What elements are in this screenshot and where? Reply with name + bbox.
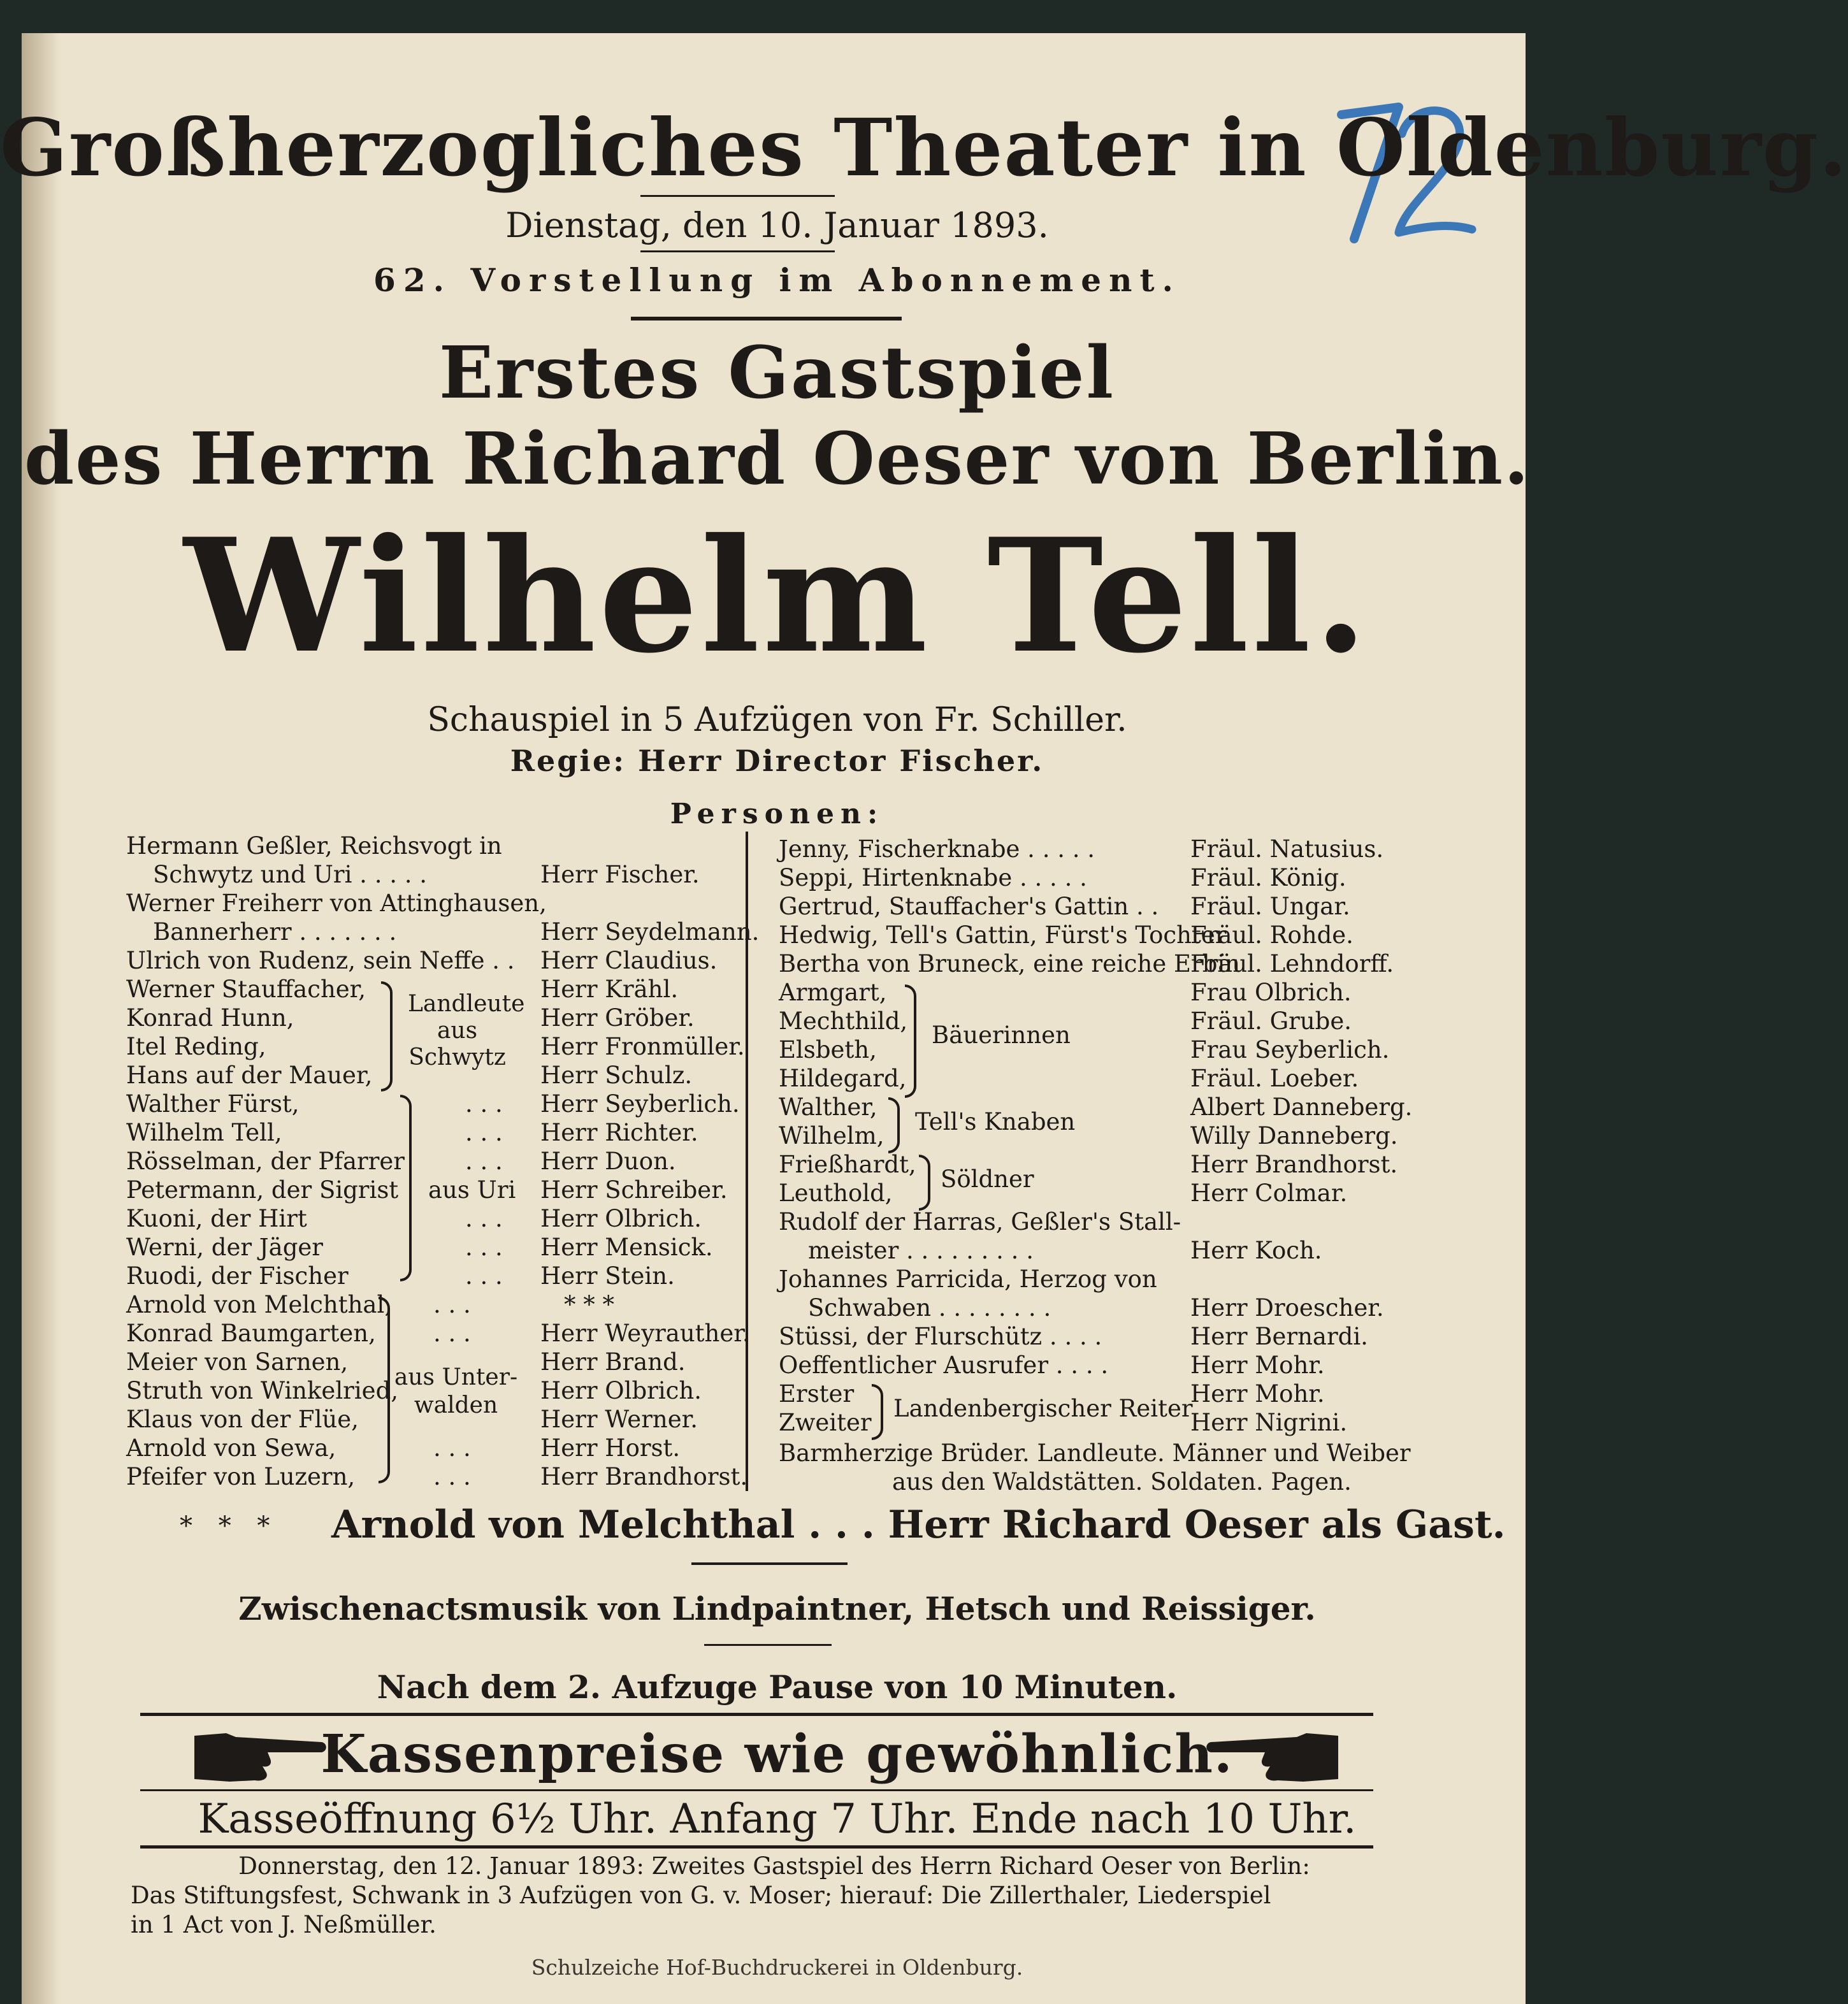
cast-role: Walther Fürst, bbox=[126, 1090, 300, 1118]
cast-role: Frießhardt, bbox=[779, 1151, 916, 1178]
cast-actor: Herr Koch. bbox=[1190, 1237, 1322, 1264]
pause-notice: Nach dem 2. Aufzuge Pause von 10 Minuten. bbox=[377, 1668, 1178, 1706]
group-brace bbox=[379, 1297, 390, 1483]
cast-heading: Personen: bbox=[670, 798, 884, 830]
cast-role: Werner Freiherr von Attinghausen, bbox=[126, 890, 547, 917]
cast-role: Meier von Sarnen, bbox=[126, 1348, 349, 1376]
group-label-knaben: Tell's Knaben bbox=[915, 1108, 1076, 1135]
cast-actor: Herr Seyberlich. bbox=[540, 1090, 740, 1118]
cast-actor: Herr Duon. bbox=[540, 1148, 676, 1175]
group-label-unterwalden: aus Unter- walden bbox=[394, 1364, 518, 1418]
cast-actor: Herr Colmar. bbox=[1190, 1179, 1348, 1207]
printer-imprint: Schulzeiche Hof-Buchdruckerei in Oldenburg. bbox=[531, 1955, 1023, 1980]
group-brace bbox=[919, 1155, 930, 1211]
divider bbox=[640, 195, 835, 197]
group-dots: . . . bbox=[465, 1234, 503, 1261]
cast-actor: Herr Brandhorst. bbox=[540, 1463, 748, 1490]
director-line: Regie: Herr Director Fischer. bbox=[510, 744, 1044, 778]
group-dots: . . . bbox=[433, 1291, 471, 1318]
cast-role: Ruodi, der Fischer bbox=[126, 1262, 349, 1290]
group-label-soeldner: Söldner bbox=[941, 1165, 1034, 1193]
cast-actor: Herr Brandhorst. bbox=[1190, 1151, 1398, 1178]
cast-actor: Herr Stein. bbox=[540, 1262, 675, 1290]
cast-role: Werni, der Jäger bbox=[126, 1234, 323, 1261]
cast-role: Mechthild, bbox=[779, 1007, 908, 1035]
cast-role: Klaus von der Flüe, bbox=[126, 1406, 359, 1433]
pointing-hand-left-icon bbox=[1204, 1728, 1341, 1785]
divider bbox=[631, 317, 902, 321]
cast-actor-stars: * * * bbox=[564, 1291, 615, 1318]
cast-role: Elsbeth, bbox=[779, 1036, 877, 1063]
cast-role: Gertrud, Stauffacher's Gattin . . bbox=[779, 893, 1159, 920]
cast-role: Hans auf der Mauer, bbox=[126, 1062, 373, 1089]
cast-role: Werner Stauffacher, bbox=[126, 976, 366, 1003]
guest-heading: Erstes Gastspiel bbox=[438, 331, 1116, 415]
performance-date: Dienstag, den 10. Januar 1893. bbox=[505, 205, 1049, 245]
group-dots: . . . bbox=[433, 1434, 471, 1462]
cast-role: Konrad Baumgarten, bbox=[126, 1320, 376, 1347]
group-dots: . . . bbox=[465, 1119, 503, 1146]
divider bbox=[640, 250, 835, 252]
cast-actor: Herr Werner. bbox=[540, 1406, 698, 1433]
cast-actor: Herr Mohr. bbox=[1190, 1352, 1325, 1379]
cast-actor: Willy Danneberg. bbox=[1190, 1122, 1398, 1150]
cast-role: Rudolf der Harras, Geßler's Stall- bbox=[779, 1208, 1181, 1236]
next-line: Das Stiftungsfest, Schwank in 3 Aufzügen von G. v. Moser; hierauf: Die Zillerthaler, Liederspiel bbox=[131, 1882, 1271, 1909]
cast-role: Schwytz und Uri . . . . . bbox=[153, 861, 428, 888]
cast-role: Kuoni, der Hirt bbox=[126, 1205, 307, 1232]
group-brace bbox=[872, 1384, 883, 1440]
cast-actor: Herr Seydelmann. bbox=[540, 918, 760, 946]
cast-role: Walther, bbox=[779, 1093, 877, 1121]
cast-role: meister . . . . . . . . . bbox=[808, 1237, 1034, 1264]
cast-actor: Herr Fischer. bbox=[540, 861, 700, 888]
cast-actor: Herr Gröber. bbox=[540, 1004, 695, 1032]
cast-actor: Herr Brand. bbox=[540, 1348, 686, 1376]
cast-role: Armgart, bbox=[779, 979, 887, 1006]
cast-role: Stüssi, der Flurschütz . . . . bbox=[779, 1323, 1102, 1350]
cast-role: Oeffentlicher Ausrufer . . . . bbox=[779, 1352, 1109, 1379]
divider bbox=[691, 1562, 848, 1565]
next-performance-notice bbox=[131, 1852, 1418, 1940]
group-brace bbox=[888, 1097, 900, 1153]
cast-actor: Fräul. König. bbox=[1190, 864, 1346, 891]
group-brace bbox=[905, 984, 916, 1098]
cast-role: Hildegard, bbox=[779, 1065, 907, 1092]
cast-actor: Herr Olbrich. bbox=[540, 1377, 702, 1404]
page-binding-edge bbox=[22, 33, 60, 2004]
interval-music: Zwischenactsmusik von Lindpaintner, Hetsch und Reissiger. bbox=[238, 1590, 1316, 1627]
cast-role: Johannes Parricida, Herzog von bbox=[779, 1265, 1157, 1293]
price-notice: Kassenpreise wie gewöhnlich. bbox=[321, 1724, 1234, 1785]
cast-role: Bertha von Bruneck, eine reiche Erbin bbox=[779, 950, 1241, 977]
cast-actor: Fräul. Ungar. bbox=[1190, 893, 1350, 920]
cast-actor: Herr Weyrauther. bbox=[540, 1320, 750, 1347]
cast-actor: Herr Mohr. bbox=[1190, 1380, 1325, 1408]
cast-actor: Herr Olbrich. bbox=[540, 1205, 702, 1232]
cast-role: Ulrich von Rudenz, sein Neffe . . bbox=[126, 947, 515, 974]
cast-role: Hedwig, Tell's Gattin, Fürst's Tochter bbox=[779, 921, 1227, 949]
cast-actor: Herr Fronmüller. bbox=[540, 1033, 745, 1060]
box-rule-middle bbox=[140, 1789, 1373, 1791]
group-dots: . . . bbox=[465, 1205, 503, 1232]
cast-actor: Herr Schreiber. bbox=[540, 1176, 728, 1204]
performance-number: 62. Vorstellung im Abonnement. bbox=[373, 261, 1181, 299]
next-line: in 1 Act von J. Neßmüller. bbox=[131, 1911, 437, 1938]
cast-role: Hermann Geßler, Reichsvogt in bbox=[126, 832, 502, 860]
cast-role: Itel Reding, bbox=[126, 1033, 266, 1060]
group-dots: . . . bbox=[433, 1463, 471, 1490]
cast-actor: Herr Claudius. bbox=[540, 947, 718, 974]
cast-actor: Frau Seyberlich. bbox=[1190, 1036, 1390, 1063]
box-rule-bottom bbox=[140, 1845, 1373, 1849]
group-dots: . . . bbox=[433, 1320, 471, 1347]
cast-actor: Frau Olbrich. bbox=[1190, 979, 1352, 1006]
cast-role: Petermann, der Sigrist bbox=[126, 1176, 399, 1204]
cast-actor: Fräul. Natusius. bbox=[1190, 835, 1384, 863]
cast-role: Konrad Hunn, bbox=[126, 1004, 294, 1032]
cast-role: Arnold von Melchthal, bbox=[126, 1291, 393, 1318]
group-brace bbox=[381, 981, 393, 1092]
box-rule-top bbox=[140, 1713, 1373, 1716]
cast-actor: Herr Mensick. bbox=[540, 1234, 713, 1261]
group-brace bbox=[400, 1095, 412, 1281]
cast-role: Rösselman, der Pfarrer bbox=[126, 1148, 405, 1175]
group-dots: . . . bbox=[465, 1090, 503, 1118]
play-subtitle: Schauspiel in 5 Aufzügen von Fr. Schiller. bbox=[427, 701, 1127, 739]
cast-role: Struth von Winkelried, bbox=[126, 1377, 399, 1404]
divider bbox=[704, 1644, 832, 1646]
cast-actor: Herr Nigrini. bbox=[1190, 1409, 1348, 1436]
cast-role: Erster bbox=[779, 1380, 855, 1408]
cast-actor: Herr Droescher. bbox=[1190, 1294, 1384, 1322]
cast-actor: Albert Danneberg. bbox=[1190, 1093, 1413, 1121]
group-label-reiter: Landenbergischer Reiter bbox=[893, 1395, 1193, 1422]
cast-role: Wilhelm, bbox=[779, 1122, 884, 1150]
group-label-uri: aus Uri bbox=[428, 1176, 516, 1204]
cast-role: Wilhelm Tell, bbox=[126, 1119, 282, 1146]
next-line: Donnerstag, den 12. Januar 1893: Zweites Gastspiel des Herrn Richard Oeser von Berlin: bbox=[238, 1852, 1310, 1880]
cast-role: Pfeifer von Luzern, bbox=[126, 1463, 356, 1490]
cast-actor: Fräul. Loeber. bbox=[1190, 1065, 1359, 1092]
cast-role: Arnold von Sewa, bbox=[126, 1434, 336, 1462]
extras-line: aus den Waldstätten. Soldaten. Pagen. bbox=[892, 1468, 1352, 1496]
cast-actor: Herr Krähl. bbox=[540, 976, 679, 1003]
opening-times: Kasseöffnung 6½ Uhr. Anfang 7 Uhr. Ende nach 10 Uhr. bbox=[198, 1796, 1357, 1843]
theater-name: Großherzogliches Theater in Oldenburg. bbox=[0, 102, 1848, 194]
cast-role: Schwaben . . . . . . . . bbox=[808, 1294, 1051, 1322]
group-label-baeuerinnen: Bäuerinnen bbox=[932, 1021, 1071, 1049]
group-dots: . . . bbox=[465, 1262, 503, 1290]
cast-role: Leuthold, bbox=[779, 1179, 893, 1207]
group-dots: . . . bbox=[465, 1148, 503, 1175]
cast-actor: Fräul. Grube. bbox=[1190, 1007, 1352, 1035]
play-title: Wilhelm Tell. bbox=[184, 504, 1371, 688]
cast-role: Jenny, Fischerknabe . . . . . bbox=[779, 835, 1095, 863]
cast-actor: Herr Horst. bbox=[540, 1434, 681, 1462]
cast-role: Bannerherr . . . . . . . bbox=[153, 918, 397, 946]
guest-role-stars: * * * bbox=[180, 1511, 279, 1541]
cast-actor: Herr Richter. bbox=[540, 1119, 698, 1146]
cast-role: Seppi, Hirtenknabe . . . . . bbox=[779, 864, 1087, 891]
cast-role: Zweiter bbox=[779, 1409, 872, 1436]
cast-actor: Herr Bernardi. bbox=[1190, 1323, 1368, 1350]
guest-name-line: des Herrn Richard Oeser von Berlin. bbox=[24, 417, 1531, 501]
guest-role-line: Arnold von Melchthal . . . Herr Richard Oeser als Gast. bbox=[331, 1503, 1506, 1547]
cast-actor: Fräul. Rohde. bbox=[1190, 921, 1354, 949]
cast-actor: Fräul. Lehndorff. bbox=[1190, 950, 1394, 977]
cast-actor: Herr Schulz. bbox=[540, 1062, 693, 1089]
extras-line: Barmherzige Brüder. Landleute. Männer und Weiber bbox=[779, 1439, 1411, 1467]
group-label-schwytz: Landleute aus Schwytz bbox=[408, 991, 525, 1070]
